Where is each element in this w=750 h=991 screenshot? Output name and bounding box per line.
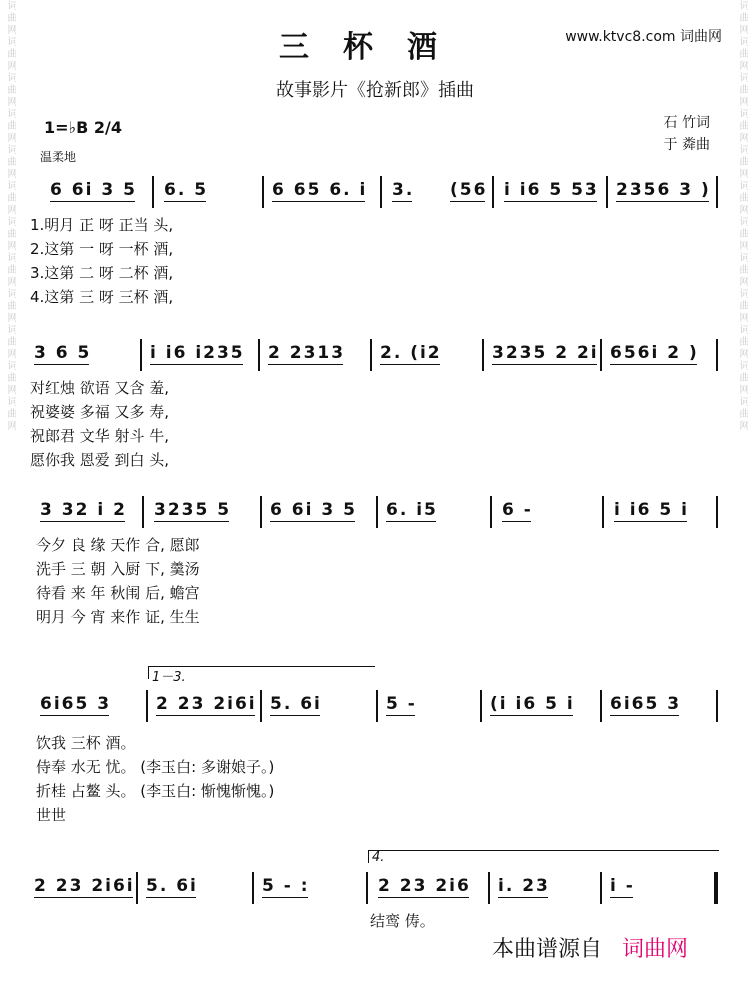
measure: 656i 2 )	[610, 343, 699, 363]
measure: 5 -	[386, 694, 417, 714]
notes-line-4	[30, 694, 730, 724]
bar-line	[716, 176, 718, 208]
measure: 3235 2 2i	[492, 343, 599, 363]
lyric-verse-1: 1.明月 正 呀 正当 头,	[30, 216, 174, 234]
notes-line-2	[30, 343, 730, 373]
side-watermark: 词曲网词曲网词曲网词曲网词曲网词曲网词曲网词曲网词曲网词曲网词曲网词曲网	[5, 0, 16, 432]
bar-line	[602, 496, 604, 528]
bar-line	[482, 339, 484, 371]
bar-line	[488, 872, 490, 904]
bar-line	[716, 496, 718, 528]
measure: i i6 5 i	[614, 500, 689, 520]
measure: 6. i5	[386, 500, 438, 520]
side-watermark-right: 词曲网词曲网词曲网词曲网词曲网词曲网词曲网词曲网词曲网词曲网词曲网词曲网	[737, 0, 748, 432]
measure: 6 6i 3 5	[270, 500, 357, 520]
bar-line	[262, 176, 264, 208]
bar-line	[600, 872, 602, 904]
measure: 5. 6i	[270, 694, 322, 714]
song-title: 三杯酒	[279, 30, 471, 65]
lyric-verse-1: 今夕 良 缘 天作 合, 愿郎	[36, 536, 200, 554]
footer-source	[492, 932, 688, 963]
bar-line	[252, 872, 254, 904]
lyric-verse-1: 对红烛 欲语 又含 羞,	[30, 379, 170, 397]
lyric-verse-2: 2.这第 一 呀 一杯 酒,	[30, 240, 174, 258]
lyric-verse-2: 洗手 三 朝 入厨 下, 羹汤	[36, 560, 200, 578]
bar-line	[260, 496, 262, 528]
bar-line	[716, 339, 718, 371]
bar-line	[480, 690, 482, 722]
lyric-verse-2: 侍奉 水无 忧。 (李玉白: 多谢娘子。)	[36, 758, 275, 776]
lyric-verse-4: 结鸾 俦。	[370, 912, 435, 930]
tempo-marking: 温柔地	[40, 150, 77, 164]
measure: 6 -	[502, 500, 533, 520]
bar-line	[140, 339, 142, 371]
footer-source-text: 本曲谱源自	[492, 937, 603, 962]
song-subtitle: 故事影片《抢新郎》插曲	[276, 80, 474, 101]
lyric-verse-1: 饮我 三杯 酒。	[36, 734, 136, 752]
bar-line	[152, 176, 154, 208]
lyric-verse-3: 祝郎君 文华 射斗 牛,	[30, 427, 170, 445]
lyric-verse-4: 明月 今 宵 来作 证, 生生	[36, 608, 200, 626]
bar-line	[490, 496, 492, 528]
score-line-4	[30, 670, 730, 824]
lyricist-credit: 石 竹词	[663, 115, 710, 131]
measure: 2356 3 )	[616, 180, 711, 200]
score-line-5	[30, 850, 730, 936]
measure: 5. 6i	[146, 876, 198, 896]
volta-bracket	[368, 850, 719, 863]
bar-line	[492, 176, 494, 208]
measure: 2 23 2i6	[378, 876, 471, 896]
volta-label: 4.	[372, 850, 385, 865]
bar-line	[370, 339, 372, 371]
measure: 3 6 5	[34, 343, 92, 363]
measure: i -	[610, 876, 635, 896]
measure: 2 2313	[268, 343, 346, 363]
notes-line-1	[30, 180, 730, 210]
lyric-verse-4: 世世	[36, 806, 67, 824]
measure: 6 6i 3 5	[50, 180, 137, 200]
measure: 6. 5	[164, 180, 209, 200]
measure: 2 23 2i6i	[156, 694, 257, 714]
key-signature: 1=♭B 2/4	[44, 118, 122, 137]
measure: 2. (i2	[380, 343, 442, 363]
bar-line	[366, 872, 368, 904]
lyric-verse-3: 待看 来 年 秋闱 后, 蟾宫	[36, 584, 200, 602]
measure: 2 23 2i6i	[34, 876, 135, 896]
final-bar-line	[714, 872, 718, 904]
bar-line	[376, 690, 378, 722]
bar-line	[606, 176, 608, 208]
lyric-verse-4: 4.这第 三 呀 三杯 酒,	[30, 288, 174, 306]
bar-line	[258, 339, 260, 371]
site-url: www.ktvc8.com 词曲网	[565, 29, 722, 45]
lyric-verse-4: 愿你我 恩爱 到白 头,	[30, 451, 170, 469]
composer-credit: 于 粦曲	[663, 137, 710, 153]
measure: (56	[450, 180, 488, 200]
measure: i i6 i235	[150, 343, 245, 363]
measure: 5 - :	[262, 876, 310, 896]
bar-line	[146, 690, 148, 722]
notes-line-3	[30, 500, 730, 530]
score-line-2	[30, 343, 730, 469]
bar-line	[136, 872, 138, 904]
footer-site-link[interactable]: 词曲网	[622, 937, 689, 962]
lyric-verse-3: 折桂 占鳌 头。 (李玉白: 惭愧惭愧。)	[36, 782, 275, 800]
score-line-1	[30, 180, 730, 306]
volta-label: 1－3.	[152, 670, 186, 685]
lyric-verse-2: 祝婆婆 多福 又多 寿,	[30, 403, 170, 421]
bar-line	[600, 690, 602, 722]
bar-line	[142, 496, 144, 528]
measure: i. 23	[498, 876, 550, 896]
measure: 3.	[392, 180, 415, 200]
measure: 6i65 3	[610, 694, 682, 714]
measure: (i i6 5 i	[490, 694, 575, 714]
measure: 3 32 i 2	[40, 500, 127, 520]
bar-line	[260, 690, 262, 722]
measure: 6 65 6. i	[272, 180, 368, 200]
bar-line	[380, 176, 382, 208]
bar-line	[716, 690, 718, 722]
notes-line-5	[30, 876, 730, 906]
measure: 3235 5	[154, 500, 232, 520]
bar-line	[376, 496, 378, 528]
measure: 6i65 3	[40, 694, 112, 714]
lyric-verse-3: 3.这第 二 呀 二杯 酒,	[30, 264, 174, 282]
bar-line	[600, 339, 602, 371]
measure: i i6 5 53	[504, 180, 599, 200]
score-line-3	[30, 500, 730, 626]
